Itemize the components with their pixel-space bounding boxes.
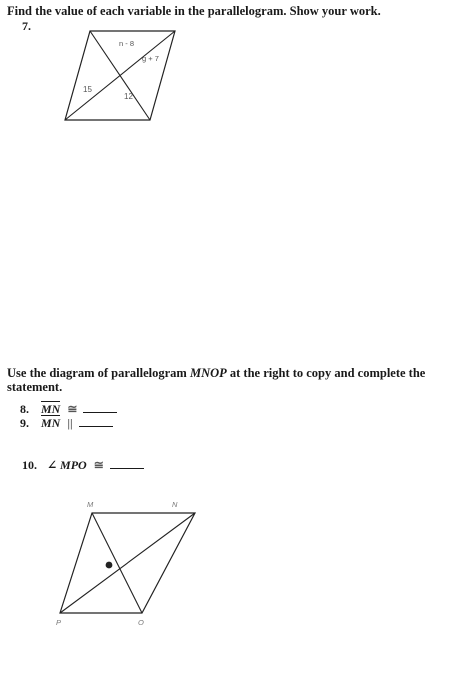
answer-blank-10[interactable] [110,457,144,469]
instructions-2-line2: statement. [7,380,63,394]
point-q [106,562,113,569]
instructions-2-post: at the right to copy and complete the [226,366,426,380]
item-9-number: 9. [20,416,29,430]
label-o: O [138,618,144,627]
label-q: Q [97,559,102,565]
item-8-number: 8. [20,402,29,416]
item-9-expression: MN [41,416,61,430]
label-bottom-segment: 12 [124,92,133,101]
item-10-number: 10. [22,458,37,472]
label-m: M [87,500,94,509]
parallel-symbol: || [67,416,73,430]
item-9 [20,414,113,432]
item-10 [22,456,144,474]
congruent-symbol: ≅ [93,458,104,472]
item-10-expression: ∠ MPO [47,458,87,472]
congruent-symbol: ≅ [67,402,78,416]
parallelogram-mnop-figure [50,495,200,630]
instructions-2 [7,366,425,381]
label-top-segment: n - 8 [119,39,135,48]
label-right-segment: g + 7 [142,54,159,63]
answer-blank-8[interactable] [83,401,117,413]
parallelogram-name: MNOP [189,366,227,380]
item-8-expression: MN [41,402,61,416]
problem-7-number: 7. [22,19,31,33]
label-p: P [56,618,62,627]
label-n: N [172,500,178,509]
instructions-2-pre: Use the diagram of parallelogram [7,366,190,380]
diagonal-np [60,513,195,613]
answer-blank-9[interactable] [79,415,113,427]
label-left-segment: 15 [83,85,92,94]
parallelogram-figure-1 [55,25,185,125]
instructions-1: Find the value of each variable in the parallelogram. Show your work. [7,4,381,18]
